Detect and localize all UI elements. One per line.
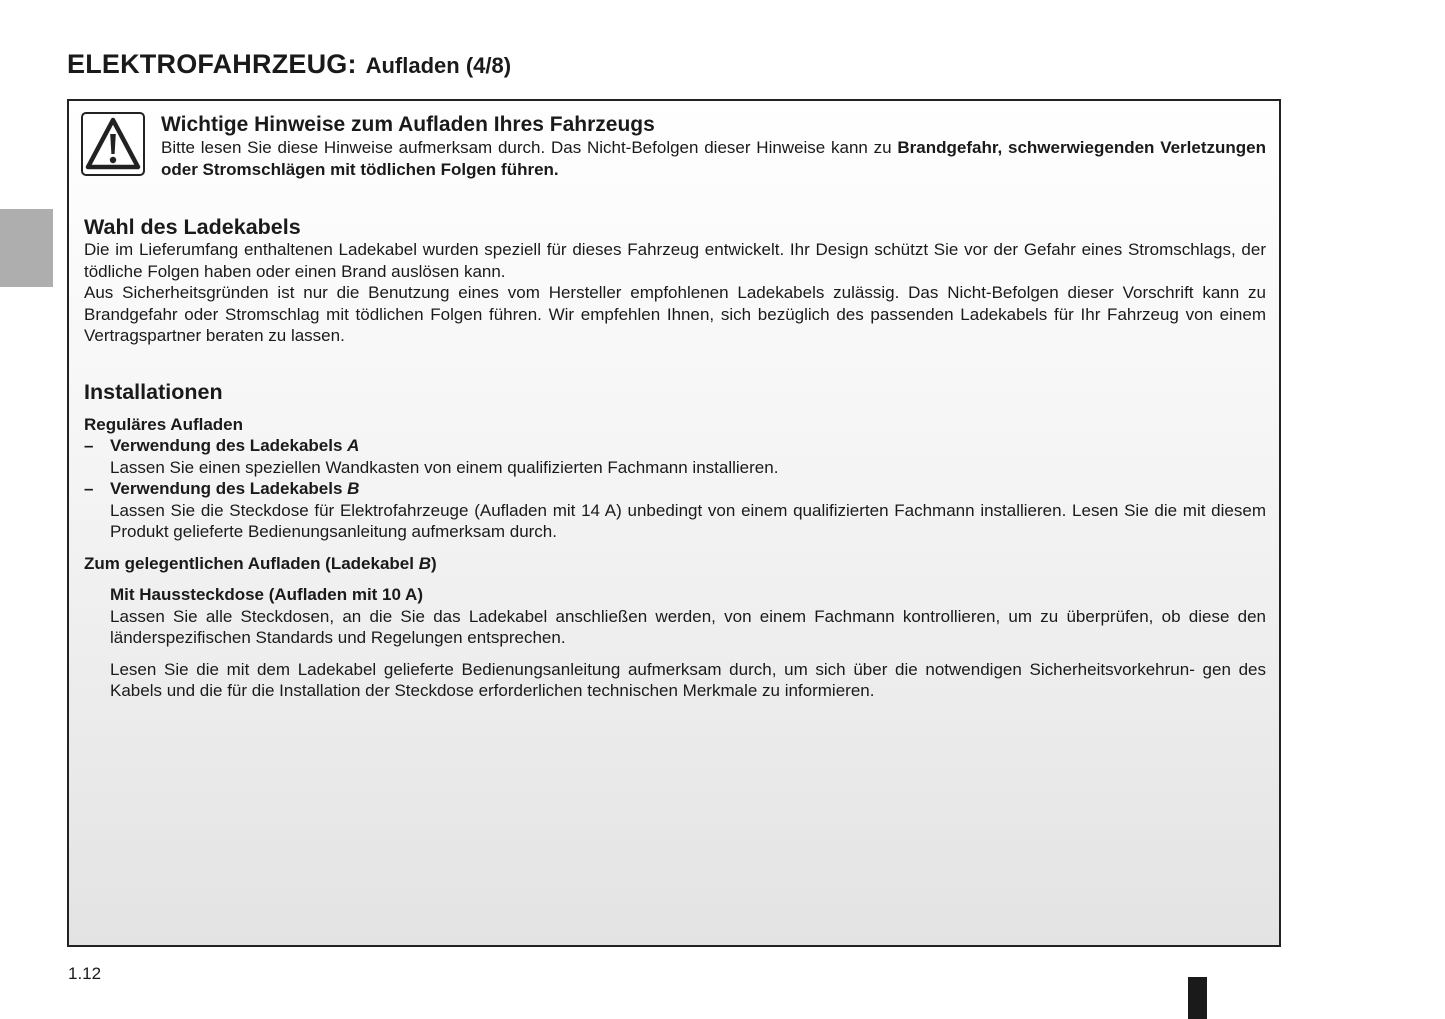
list-item-cable-a <box>84 435 1266 478</box>
warning-text-emphasis: Brandgefahr, schwerwiegenden Verletzungen oder Stromschlägen mit tödlichen Folgen führen. <box>161 138 1266 179</box>
household-socket-block <box>84 584 1266 702</box>
cable-a-heading: Verwendung des Ladekabels A <box>110 436 360 455</box>
cable-a-text: Lassen Sie einen speziellen Wandkasten von einem qualifizierten Fachmann installieren. <box>110 457 779 477</box>
cable-b-letter: B <box>347 479 360 498</box>
ladekabel-paragraph-1: Die im Lieferumfang enthaltenen Ladekabel wurden speziell für dieses Fahrzeug entwickelt. Ihr Design schützt Sie vor der Gefahr eines Stromschlags, der tödliche Folgen haben oder einen Brand auslösen kann. <box>84 240 1266 281</box>
page-number: 1.12 <box>68 964 102 983</box>
list-item-cable-b <box>84 478 1266 543</box>
cable-b-text: Lassen Sie die Steckdose für Elektrofahrzeuge (Aufladen mit 14 A) unbedingt von einem qualifizierten Fachmann installieren. Lesen Sie die mit diesem Produkt gelieferte Bedienungsanleitung aufmerksam durch. <box>110 500 1266 541</box>
section-tab-marker <box>0 209 53 287</box>
manual-text: Lesen Sie die mit dem Ladekabel gelieferte Bedienungsanleitung aufmerksam durch, um sich über die notwendigen Sicherheitsvorkehrun- gen des Kabels und die für die Installation der Steckdose erforderlichen technischen Merkmale zu informieren. <box>110 659 1266 700</box>
occasional-charging-heading: Zum gelegentlichen Aufladen (Ladekabel B) <box>84 553 437 573</box>
household-socket-text: Lassen Sie alle Steckdosen, an die Sie das Ladekabel anschließen werden, von einem Fachmann kontrollieren, um zu überprüfen, ob diese den länderspezifischen Standards und Regelungen entsprechen. <box>110 606 1266 647</box>
page-corner-marker <box>1188 977 1207 1019</box>
page-title-main: ELEKTROFAHRZEUG: <box>67 49 357 79</box>
list-dash: – <box>84 479 94 498</box>
cable-b-heading: Verwendung des Ladekabels B <box>110 479 360 498</box>
warning-title: Wichtige Hinweise zum Aufladen Ihres Fahrzeugs <box>161 113 655 136</box>
warning-paragraph <box>161 137 1266 180</box>
section-title-installationen: Installationen <box>84 379 223 404</box>
section-title-ladekabel: Wahl des Ladekabels <box>84 215 301 239</box>
page-title <box>67 44 511 81</box>
household-socket-heading: Mit Haussteckdose (Aufladen mit 10 A) <box>110 585 423 604</box>
warning-text: Bitte lesen Sie diese Hinweise aufmerksam durch. Das Nicht-Befolgen dieser Hinweise kann zu <box>161 138 898 157</box>
warning-block <box>161 113 1266 180</box>
warning-triangle-icon <box>81 112 145 176</box>
occasional-cable-letter: B <box>418 553 431 573</box>
page-title-sub: Aufladen (4/8) <box>365 53 512 78</box>
regular-charging-heading: Reguläres Aufladen <box>84 414 244 434</box>
content-frame <box>67 99 1281 947</box>
cable-a-letter: A <box>347 436 360 455</box>
main-content <box>84 215 1266 702</box>
ladekabel-paragraph-2: Aus Sicherheitsgründen ist nur die Benutzung eines vom Hersteller empfohlenen Ladekabels zulässig. Das Nicht-Befolgen dieser Vorschrift kann zu Brandgefahr oder Stromschlag mit tödlichen Folgen führen. Wir empfehlen Ihnen, sich bezüglich des passenden Ladekabels für Ihr Fahrzeug von einem Vertragspartner beraten zu lassen. <box>84 283 1266 345</box>
list-dash: – <box>84 436 94 455</box>
